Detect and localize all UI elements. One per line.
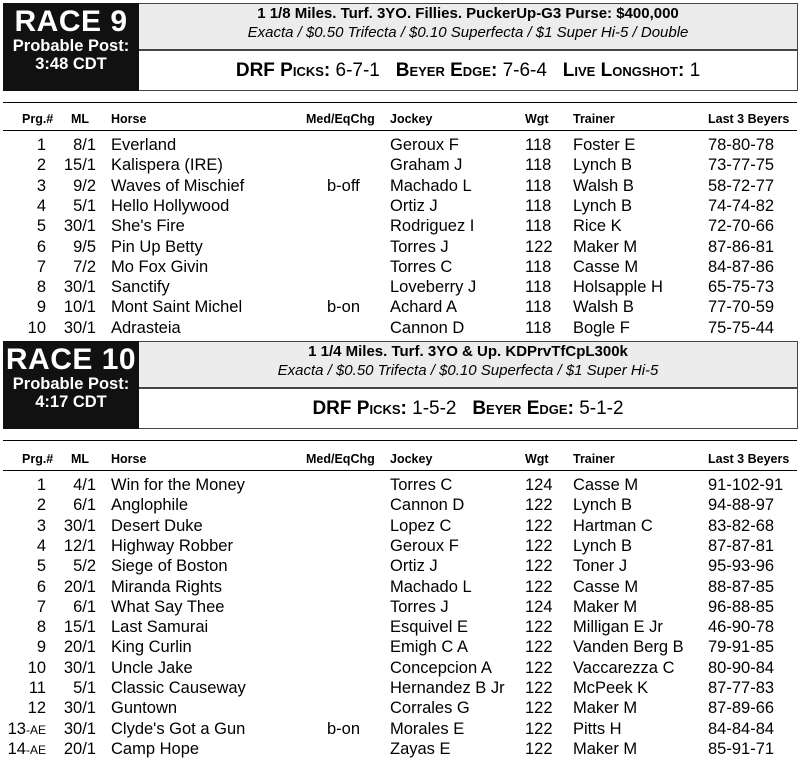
col-horse: Horse bbox=[111, 452, 147, 466]
entry-trainer: McPeek K bbox=[573, 679, 649, 697]
entry-last-3-beyers: 94-88-97 bbox=[708, 496, 775, 515]
entry-trainer: Bogle F bbox=[573, 318, 630, 337]
entry-morning-line: 30/1 bbox=[63, 658, 96, 677]
entry-trainer: Pitts H bbox=[573, 719, 622, 738]
table-row bbox=[0, 637, 800, 657]
entry-program-number: 12 bbox=[27, 699, 46, 718]
entry-horse: Adrasteia bbox=[111, 318, 181, 337]
race-9-info bbox=[139, 3, 798, 50]
entry-program-number: 3 bbox=[36, 516, 46, 535]
entry-trainer: Walsh B bbox=[573, 176, 634, 195]
entry-weight: 122 bbox=[525, 739, 553, 758]
entry-morning-line: 20/1 bbox=[63, 739, 96, 758]
race-10-conditions: 1 1/4 Miles. Turf. 3YO & Up. KDPrvTfCpL300k bbox=[308, 343, 628, 360]
entry-last-3-beyers: 84-84-84 bbox=[708, 719, 775, 738]
table-row bbox=[0, 318, 800, 338]
entry-trainer: Rice K bbox=[573, 217, 622, 236]
entry-program-number: 9 bbox=[36, 298, 46, 317]
entry-last-3-beyers: 79-91-85 bbox=[708, 638, 775, 657]
entry-jockey: Graham J bbox=[390, 156, 463, 175]
entry-horse: Mont Saint Michel bbox=[111, 298, 243, 317]
entry-trainer: Lynch B bbox=[573, 536, 633, 555]
col-ml: ML bbox=[71, 112, 90, 126]
entry-morning-line: 30/1 bbox=[63, 516, 96, 535]
entry-weight: 122 bbox=[525, 496, 553, 515]
entry-trainer: Lynch B bbox=[573, 196, 633, 215]
drf-picks-value: 1-5-2 bbox=[412, 398, 457, 419]
entry-weight: 118 bbox=[525, 278, 552, 297]
table-row bbox=[0, 475, 800, 495]
entry-morning-line: 30/1 bbox=[63, 318, 96, 337]
entry-weight: 118 bbox=[525, 156, 552, 175]
race-9-title: RACE 9 bbox=[14, 5, 128, 38]
entry-program-number: 4 bbox=[36, 196, 46, 215]
entry-trainer: Walsh B bbox=[573, 298, 634, 317]
drf-picks-label: DRF Picks: bbox=[312, 398, 407, 419]
entry-horse: Miranda Rights bbox=[111, 577, 222, 596]
entry-jockey: Geroux F bbox=[390, 536, 459, 555]
entry-weight: 124 bbox=[525, 597, 553, 616]
race-9-header bbox=[0, 3, 800, 91]
race-10-column-header bbox=[0, 451, 800, 467]
live-longshot-value: 1 bbox=[689, 60, 701, 81]
race-9-picks bbox=[139, 50, 798, 91]
entry-weight: 122 bbox=[525, 618, 553, 637]
table-row bbox=[0, 155, 800, 175]
entry-horse: Kalispera (IRE) bbox=[111, 156, 223, 175]
entry-weight: 118 bbox=[525, 298, 552, 317]
race-9-top-rule bbox=[3, 102, 797, 103]
table-row bbox=[0, 297, 800, 317]
entry-trainer: Foster E bbox=[573, 136, 636, 154]
entry-jockey: Rodriguez I bbox=[390, 217, 475, 236]
entry-jockey: Torres J bbox=[390, 237, 449, 256]
entry-last-3-beyers: 88-87-85 bbox=[708, 577, 775, 596]
entry-med-eqchg: b-on bbox=[327, 298, 361, 317]
race-9-header-rule bbox=[3, 130, 797, 131]
drf-picks-label: DRF Picks: bbox=[235, 60, 331, 81]
entry-program-number: 2 bbox=[36, 496, 46, 515]
entry-morning-line: 4/1 bbox=[73, 476, 96, 494]
entry-program-number-value: 14 bbox=[7, 739, 26, 758]
entry-jockey: Torres C bbox=[390, 476, 453, 494]
entry-med-eqchg: b-off bbox=[327, 176, 360, 195]
entry-jockey: Cannon D bbox=[390, 318, 465, 337]
entry-horse: What Say Thee bbox=[111, 597, 225, 616]
entry-last-3-beyers: 91-102-91 bbox=[708, 476, 784, 494]
table-row bbox=[0, 577, 800, 597]
entry-program-number: 10 bbox=[27, 658, 46, 677]
col-jockey: Jockey bbox=[390, 112, 433, 126]
entry-weight: 122 bbox=[525, 719, 553, 738]
entry-horse: Desert Duke bbox=[111, 516, 203, 535]
table-row bbox=[0, 216, 800, 236]
entry-jockey: Geroux F bbox=[390, 136, 459, 154]
entry-horse: Mo Fox Givin bbox=[111, 257, 209, 276]
entry-program-number: 1 bbox=[36, 476, 46, 494]
entry-jockey: Esquivel E bbox=[390, 618, 468, 637]
entry-last-3-beyers: 83-82-68 bbox=[708, 516, 775, 535]
entry-jockey: Emigh C A bbox=[390, 638, 468, 657]
entry-horse: Last Samurai bbox=[111, 618, 209, 637]
entry-horse: She's Fire bbox=[111, 217, 185, 236]
entry-jockey: Lopez C bbox=[390, 516, 452, 535]
entry-jockey: Machado L bbox=[390, 577, 472, 596]
race-10-box bbox=[3, 341, 139, 429]
race-9-conditions: 1 1/8 Miles. Turf. 3YO. Fillies. PuckerUp-G3 Purse: $400,000 bbox=[257, 5, 679, 22]
col-med: Med/EqChg bbox=[306, 112, 375, 126]
race-10-info bbox=[139, 341, 798, 388]
col-wgt: Wgt bbox=[525, 112, 549, 126]
entry-jockey: Morales E bbox=[390, 719, 465, 738]
entry-last-3-beyers: 46-90-78 bbox=[708, 618, 775, 637]
entry-morning-line: 9/5 bbox=[73, 237, 96, 256]
table-row bbox=[0, 739, 800, 759]
table-row bbox=[0, 176, 800, 196]
race-9-post-time: 3:48 CDT bbox=[35, 55, 107, 73]
race-10-top-rule bbox=[3, 440, 797, 441]
entry-horse: King Curlin bbox=[111, 638, 192, 657]
table-row bbox=[0, 495, 800, 515]
entry-last-3-beyers: 87-87-81 bbox=[708, 536, 775, 555]
entry-horse: Pin Up Betty bbox=[111, 237, 203, 256]
entry-morning-line: 5/2 bbox=[73, 557, 96, 576]
entry-trainer: Maker M bbox=[573, 597, 638, 616]
entry-horse: Guntown bbox=[111, 699, 178, 718]
col-med: Med/EqChg bbox=[306, 452, 375, 466]
entry-horse: Uncle Jake bbox=[111, 658, 193, 677]
entry-weight: 124 bbox=[525, 476, 553, 494]
entry-last-3-beyers: 78-80-78 bbox=[708, 136, 775, 154]
entry-morning-line: 6/1 bbox=[73, 597, 96, 616]
entry-program-number: 3 bbox=[36, 176, 46, 195]
table-row bbox=[0, 135, 800, 155]
entry-morning-line: 30/1 bbox=[63, 719, 96, 738]
entry-weight: 118 bbox=[525, 318, 552, 337]
entry-jockey: Zayas E bbox=[390, 739, 451, 758]
entry-last-3-beyers: 85-91-71 bbox=[708, 739, 775, 758]
entry-last-3-beyers: 84-87-86 bbox=[708, 257, 775, 276]
table-row bbox=[0, 597, 800, 617]
entry-last-3-beyers: 80-90-84 bbox=[708, 658, 775, 677]
beyer-edge-label: Beyer Edge: bbox=[472, 398, 574, 419]
entry-morning-line: 9/2 bbox=[73, 176, 96, 195]
entry-last-3-beyers: 65-75-73 bbox=[708, 278, 775, 297]
entry-program-number: 7 bbox=[36, 257, 46, 276]
col-jockey: Jockey bbox=[390, 452, 433, 466]
beyer-edge-value: 5-1-2 bbox=[579, 398, 624, 419]
entry-morning-line: 5/1 bbox=[73, 679, 96, 697]
entry-program-number: 9 bbox=[36, 638, 46, 657]
entry-morning-line: 15/1 bbox=[63, 618, 96, 637]
col-beyers: Last 3 Beyers bbox=[708, 112, 790, 126]
entry-last-3-beyers: 58-72-77 bbox=[708, 176, 775, 195]
also-eligible-tag: -AE bbox=[25, 722, 46, 737]
entry-horse: Sanctify bbox=[111, 278, 170, 297]
col-beyers: Last 3 Beyers bbox=[708, 452, 790, 466]
entry-morning-line: 7/2 bbox=[73, 257, 96, 276]
race-9-box bbox=[3, 3, 139, 91]
entry-trainer: Lynch B bbox=[573, 156, 633, 175]
entry-jockey: Hernandez B Jr bbox=[390, 679, 505, 697]
entry-weight: 118 bbox=[525, 176, 552, 195]
entry-morning-line: 15/1 bbox=[63, 156, 96, 175]
entry-weight: 122 bbox=[525, 536, 553, 555]
entry-morning-line: 20/1 bbox=[63, 638, 96, 657]
entry-weight: 122 bbox=[525, 557, 553, 576]
entry-program-number: 6 bbox=[36, 577, 46, 596]
entry-trainer: Casse M bbox=[573, 476, 639, 494]
entry-horse: Hello Hollywood bbox=[111, 196, 230, 215]
entry-trainer: Casse M bbox=[573, 577, 639, 596]
entry-weight: 118 bbox=[525, 136, 552, 154]
entry-program-number: 1 bbox=[36, 136, 46, 154]
entry-weight: 122 bbox=[525, 699, 553, 718]
entry-horse: Win for the Money bbox=[111, 476, 245, 494]
table-row bbox=[0, 277, 800, 297]
entry-trainer: Casse M bbox=[573, 257, 639, 276]
race-10-wagers: Exacta / $0.50 Trifecta / $0.10 Superfecta / $1 Super Hi-5 bbox=[277, 362, 659, 379]
entry-last-3-beyers: 74-74-82 bbox=[708, 196, 775, 215]
entry-last-3-beyers: 87-77-83 bbox=[708, 679, 775, 697]
entry-last-3-beyers: 87-89-66 bbox=[708, 699, 775, 718]
race-10-title: RACE 10 bbox=[5, 343, 137, 376]
beyer-edge-value: 7-6-4 bbox=[502, 60, 547, 81]
entry-program-number: 5 bbox=[36, 557, 46, 576]
entry-program-number: 6 bbox=[36, 237, 46, 256]
entry-morning-line: 30/1 bbox=[63, 278, 96, 297]
entry-jockey: Loveberry J bbox=[390, 278, 477, 297]
entry-trainer: Toner J bbox=[573, 557, 628, 576]
entry-last-3-beyers: 95-93-96 bbox=[708, 557, 775, 576]
entry-last-3-beyers: 77-70-59 bbox=[708, 298, 775, 317]
table-row bbox=[0, 658, 800, 678]
entry-last-3-beyers: 75-75-44 bbox=[708, 318, 775, 337]
entry-trainer: Hartman C bbox=[573, 516, 653, 535]
entry-horse: Waves of Mischief bbox=[111, 176, 245, 195]
entry-program-number: 8 bbox=[36, 278, 46, 297]
entry-morning-line: 10/1 bbox=[63, 298, 96, 317]
entry-weight: 122 bbox=[525, 638, 553, 657]
entry-horse: Highway Robber bbox=[111, 536, 233, 555]
entry-weight: 122 bbox=[525, 516, 553, 535]
entry-jockey: Ortiz J bbox=[390, 557, 438, 576]
table-row bbox=[0, 617, 800, 637]
entry-horse: Clyde's Got a Gun bbox=[111, 719, 246, 738]
entry-med-eqchg: b-on bbox=[327, 719, 361, 738]
table-row bbox=[0, 719, 800, 739]
also-eligible-tag: -AE bbox=[25, 742, 46, 757]
race-10-picks bbox=[139, 388, 798, 429]
entry-last-3-beyers: 96-88-85 bbox=[708, 597, 775, 616]
table-row bbox=[0, 678, 800, 698]
entry-program-number bbox=[0, 719, 46, 740]
entry-weight: 122 bbox=[525, 577, 553, 596]
entry-weight: 122 bbox=[525, 658, 553, 677]
race-10-header-rule bbox=[3, 470, 797, 471]
entry-program-number bbox=[0, 739, 46, 760]
entry-jockey: Concepcion A bbox=[390, 658, 492, 677]
table-row bbox=[0, 698, 800, 718]
entry-program-number-value: 13 bbox=[7, 719, 26, 738]
entry-jockey: Ortiz J bbox=[390, 196, 438, 215]
table-row bbox=[0, 536, 800, 556]
race-10-post-label: Probable Post: bbox=[12, 375, 130, 393]
entry-trainer: Milligan E Jr bbox=[573, 618, 663, 637]
entry-weight: 122 bbox=[525, 679, 553, 697]
col-trainer: Trainer bbox=[573, 112, 615, 126]
entry-trainer: Maker M bbox=[573, 739, 638, 758]
race-10-post-time: 4:17 CDT bbox=[35, 393, 107, 411]
entry-morning-line: 6/1 bbox=[73, 496, 96, 515]
entry-last-3-beyers: 72-70-66 bbox=[708, 217, 775, 236]
entry-horse: Camp Hope bbox=[111, 739, 200, 758]
entry-morning-line: 30/1 bbox=[63, 217, 96, 236]
entry-trainer: Maker M bbox=[573, 699, 638, 718]
race-9-column-header bbox=[0, 111, 800, 127]
entry-trainer: Holsapple H bbox=[573, 278, 663, 297]
race-9-post-label: Probable Post: bbox=[12, 37, 130, 55]
entry-program-number: 4 bbox=[36, 536, 46, 555]
entry-morning-line: 30/1 bbox=[63, 699, 96, 718]
entry-weight: 122 bbox=[525, 237, 553, 256]
race-10-header bbox=[0, 341, 800, 429]
col-prg: Prg.# bbox=[22, 452, 54, 466]
entry-horse: Anglophile bbox=[111, 496, 189, 515]
entry-jockey: Corrales G bbox=[390, 699, 470, 718]
table-row bbox=[0, 237, 800, 257]
entry-trainer: Lynch B bbox=[573, 496, 633, 515]
entry-weight: 118 bbox=[525, 217, 552, 236]
entry-weight: 118 bbox=[525, 196, 552, 215]
table-row bbox=[0, 257, 800, 277]
entry-jockey: Achard A bbox=[390, 298, 457, 317]
table-row bbox=[0, 196, 800, 216]
race-9-wagers: Exacta / $0.50 Trifecta / $0.10 Superfecta / $1 Super Hi-5 / Double bbox=[247, 24, 689, 41]
entry-jockey: Machado L bbox=[390, 176, 472, 195]
entry-trainer: Maker M bbox=[573, 237, 638, 256]
entry-horse: Siege of Boston bbox=[111, 557, 228, 576]
drf-picks-value: 6-7-1 bbox=[335, 60, 380, 81]
entry-last-3-beyers: 73-77-75 bbox=[708, 156, 775, 175]
entry-jockey: Torres J bbox=[390, 597, 449, 616]
entry-jockey: Torres C bbox=[390, 257, 453, 276]
col-horse: Horse bbox=[111, 112, 147, 126]
entry-program-number: 2 bbox=[36, 156, 46, 175]
entry-weight: 118 bbox=[525, 257, 552, 276]
col-trainer: Trainer bbox=[573, 452, 615, 466]
entry-trainer: Vaccarezza C bbox=[573, 658, 675, 677]
entry-jockey: Cannon D bbox=[390, 496, 465, 515]
entry-morning-line: 5/1 bbox=[73, 196, 96, 215]
entry-morning-line: 20/1 bbox=[63, 577, 96, 596]
entry-program-number: 11 bbox=[28, 679, 46, 697]
col-ml: ML bbox=[71, 452, 90, 466]
entry-horse: Classic Causeway bbox=[111, 679, 246, 697]
entry-morning-line: 8/1 bbox=[73, 136, 96, 154]
entry-morning-line: 12/1 bbox=[63, 536, 96, 555]
entry-trainer: Vanden Berg B bbox=[573, 638, 684, 657]
col-wgt: Wgt bbox=[525, 452, 549, 466]
entry-program-number: 8 bbox=[36, 618, 46, 637]
col-prg: Prg.# bbox=[22, 112, 54, 126]
live-longshot-label: Live Longshot: bbox=[562, 60, 685, 81]
entry-horse: Everland bbox=[111, 136, 177, 154]
entry-program-number: 5 bbox=[36, 217, 46, 236]
table-row bbox=[0, 516, 800, 536]
table-row bbox=[0, 556, 800, 576]
beyer-edge-label: Beyer Edge: bbox=[395, 60, 498, 81]
entry-program-number: 10 bbox=[27, 318, 46, 337]
entry-program-number: 7 bbox=[36, 597, 46, 616]
entry-last-3-beyers: 87-86-81 bbox=[708, 237, 775, 256]
